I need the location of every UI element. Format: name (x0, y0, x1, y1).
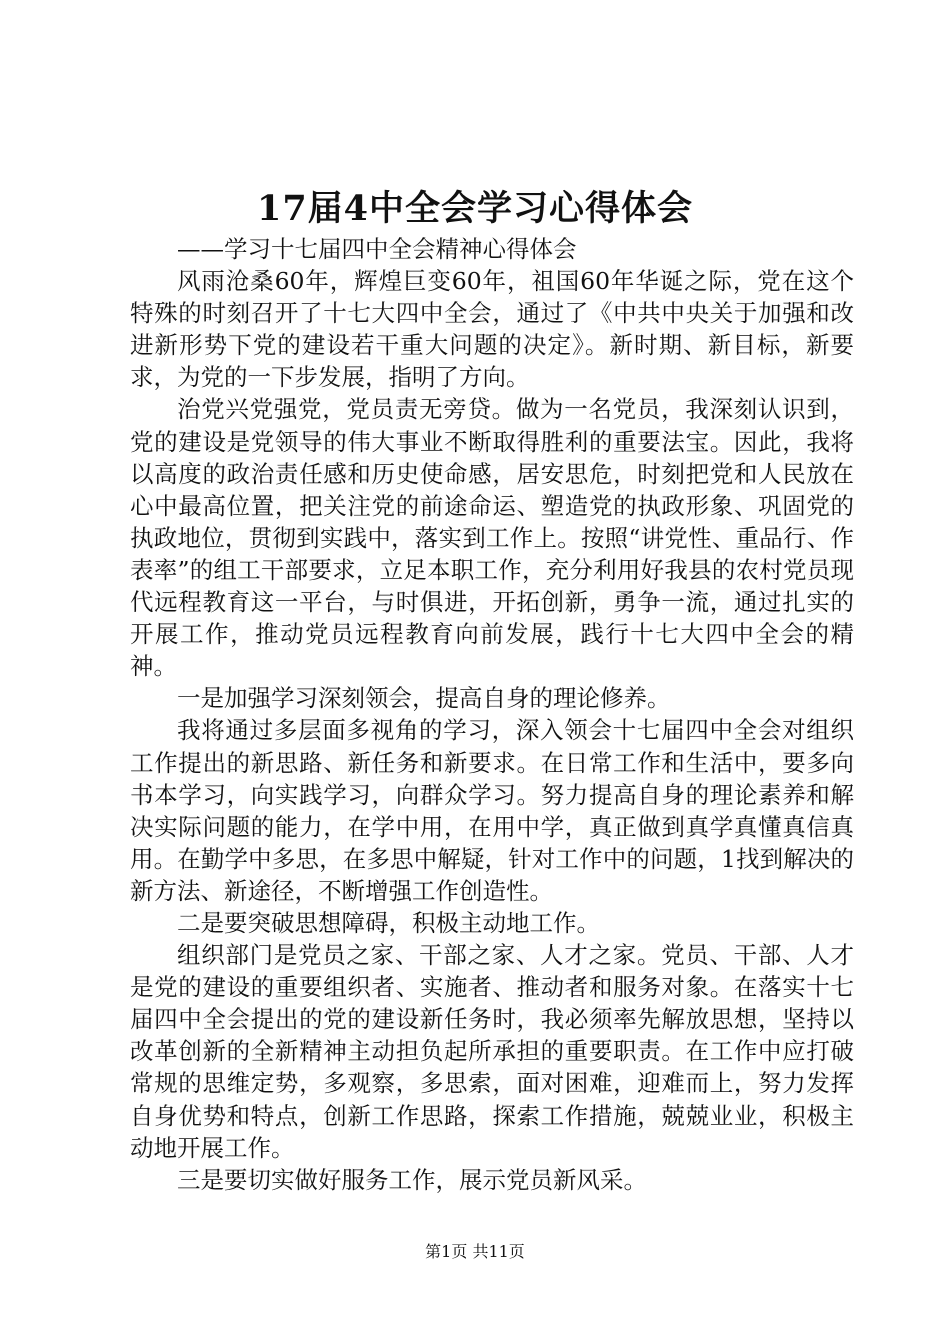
body-paragraph: 我将通过多层面多视角的学习，深入领会十七届四中全会对组织工作提出的新思路、新任务和新要求。在日常工作和生活中，要多向书本学习，向实践学习，向群众学习。努力提高自身的理论素养和解决实际问题的能力，在学中用，在用中学，真正做到真学真懂真信真用。在勤学中多思，在多思中解疑，针对工作中的问题，1找到解决的新方法、新途径，不断增强工作创造性。 (130, 716, 854, 905)
body-paragraph: 治党兴党强党，党员责无旁贷。做为一名党员，我深刻认识到，党的建设是党领导的伟大事业不断取得胜利的重要法宝。因此，我将以高度的政治责任感和历史使命感，居安思危，时刻把党和人民放在心中最高位置，把关注党的前途命运、塑造党的执政形象、巩固党的执政地位，贯彻到实践中，落实到工作上。按照“讲党性、重品行、作表率”的组工干部要求，立足本职工作，充分利用好我县的农村党员现代远程教育这一平台，与时俱进，开拓创新，勇争一流，通过扎实的开展工作，推动党员远程教育向前发展，践行十七大四中全会的精神。 (130, 395, 854, 681)
subtitle-paragraph: ——学习十七届四中全会精神心得体会 (177, 235, 577, 263)
document-body (130, 233, 854, 1196)
section-heading: 三是要切实做好服务工作，展示党员新风采。 (177, 1165, 647, 1194)
document-title: 17届4中全会学习心得体会 (256, 188, 694, 229)
section-heading: 一是加强学习深刻领会，提高自身的理论修养。 (177, 684, 671, 713)
page-footer: 第1页 共11页 (425, 1242, 525, 1261)
section-heading: 二是要突破思想障碍，积极主动地工作。 (177, 908, 600, 937)
body-paragraph: 组织部门是党员之家、干部之家、人才之家。党员、干部、人才是党的建设的重要组织者、实施者、推动者和服务对象。在落实十七届四中全会提出的党的建设新任务时，我必须率先解放思想，坚持以改革创新的全新精神主动担负起所承担的重要职责。在工作中应打破常规的思维定势，多观察，多思索，面对困难，迎难而上，努力发挥自身优势和特点，创新工作思路，探索工作措施，兢兢业业，积极主动地开展工作。 (130, 941, 854, 1162)
body-paragraph: 风雨沧桑60年，辉煌巨变60年，祖国60年华诞之际，党在这个特殊的时刻召开了十七大四中全会，通过了《中共中央关于加强和改进新形势下党的建设若干重大问题的决定》。新时期、新目标，新要求，为党的一下步发展，指明了方向。 (130, 267, 854, 392)
